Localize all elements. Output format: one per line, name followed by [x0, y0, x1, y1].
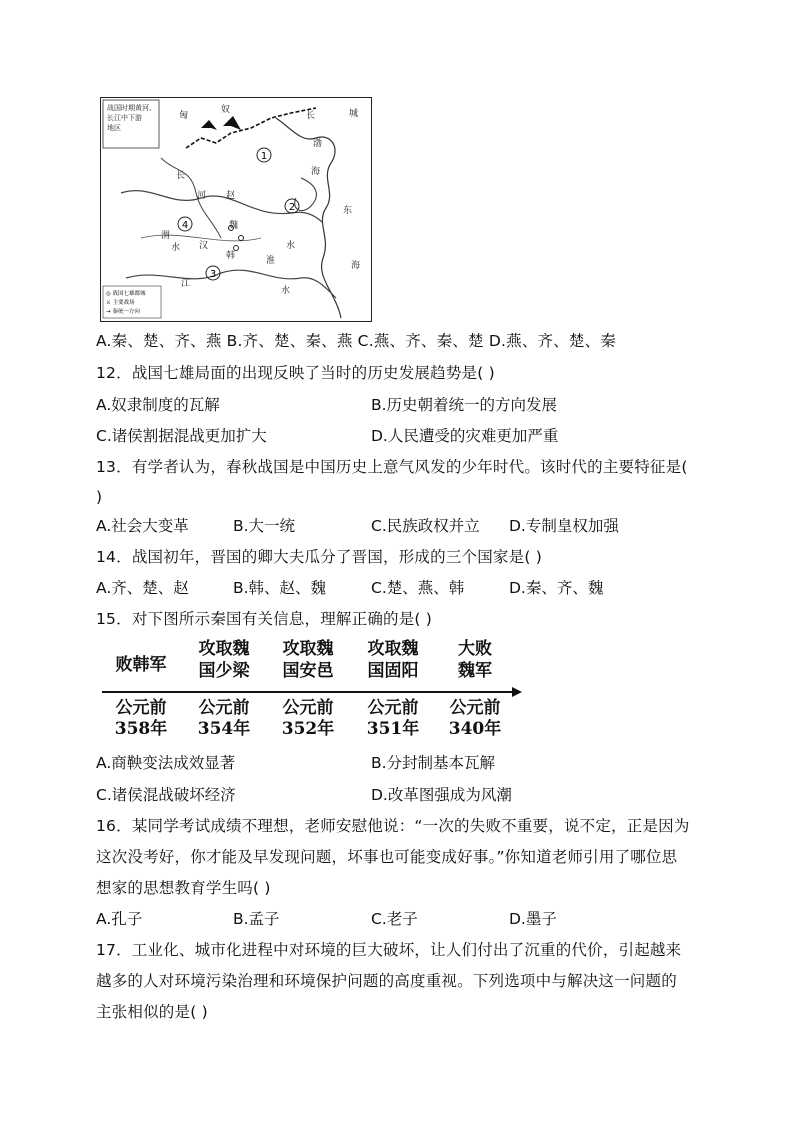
q16-option-b: B.孟子 [233, 910, 280, 928]
q13-option-a: A.社会大变革 [96, 517, 189, 535]
timeline-event-3b: 国安邑 [282, 661, 334, 681]
timeline-date-5a: 公元前 [449, 698, 501, 718]
map-label-he: 河 [197, 191, 207, 201]
q12-option-c: C.诸侯割据混战更加扩大 [96, 427, 267, 445]
q14-option-d: D.秦、齐、魏 [509, 579, 604, 597]
map-label-chang2: 长 [176, 171, 186, 181]
q14-option-a: A.齐、楚、赵 [96, 579, 189, 597]
timeline-event-5b: 魏军 [458, 661, 492, 681]
q16-stem-line2: 这次没考好，你才能及早发现问题，坏事也可能变成好事。”你知道老师引用了哪位思 [96, 848, 678, 866]
map-label-shui2: 水 [286, 241, 296, 251]
map-key-3: → 秦统一方向 [106, 309, 140, 315]
timeline-event-2b: 国少梁 [198, 661, 250, 681]
warring-states-map [100, 97, 372, 322]
q12-stem: 12．战国七雄局面的出现反映了当时的历史发展趋势是( ) [96, 364, 495, 382]
q15-option-b: B.分封制基本瓦解 [371, 754, 496, 772]
timeline-date-2a: 公元前 [198, 698, 250, 718]
q14-option-b: B.韩、赵、魏 [233, 579, 327, 597]
q13-stem-line1: 13．有学者认为，春秋战国是中国历史上意气风发的少年时代。该时代的主要特征是( [96, 458, 688, 476]
map-label-dong: 东 [343, 206, 353, 216]
map-number-1: 1 [260, 151, 268, 162]
map-drawing [101, 98, 371, 321]
timeline-date-4a: 公元前 [367, 698, 419, 718]
q13-stem-line2: ) [96, 488, 103, 506]
q17-stem-line3: 主张相似的是( ) [96, 1003, 208, 1021]
q15-stem: 15．对下图所示秦国有关信息，理解正确的是( ) [96, 610, 433, 628]
map-label-hai2: 海 [351, 261, 361, 271]
q16-option-c: C.老子 [371, 910, 418, 928]
q15-option-a: A.商鞅变法成效显著 [96, 754, 236, 772]
map-label-jiang: 江 [181, 279, 191, 289]
map-label-zhao: 赵 [226, 191, 236, 201]
q17-stem-line2: 越多的人对环境污染治理和环境保护问题的高度重视。下列选项中与解决这一问题的 [96, 972, 677, 990]
map-label-wei-river: 渭 [161, 231, 171, 241]
q16-option-d: D.墨子 [509, 910, 557, 928]
q12-option-d: D.人民遭受的灾难更加严重 [371, 427, 559, 445]
map-key-2: ⚔ 主要战场 [106, 300, 135, 306]
map-label-chang: 长 [306, 111, 316, 121]
map-number-2: 2 [288, 202, 296, 213]
map-legend-title-2: 长江中下游 [107, 114, 142, 122]
map-key-1: ◎ 战国七雄都城 [106, 291, 146, 297]
timeline-date-3a: 公元前 [282, 698, 334, 718]
map-label-wei: 魏 [229, 221, 239, 231]
timeline-date-1a: 公元前 [115, 698, 167, 718]
map-label-bo: 渤 [313, 139, 323, 149]
timeline-date-4b: 351年 [366, 719, 420, 739]
q16-option-a: A.孔子 [96, 910, 143, 928]
map-label-han: 韩 [226, 251, 236, 261]
q15-timeline [100, 637, 530, 747]
q14-option-c: C.楚、燕、韩 [371, 579, 465, 597]
map-label-xiong: 匈 [179, 111, 189, 121]
map-number-3: 3 [209, 269, 217, 280]
timeline-event-1: 败韩军 [115, 655, 167, 675]
map-label-huai: 淮 [266, 256, 276, 266]
q15-option-d: D.改革图强成为风潮 [371, 786, 512, 804]
map-legend-title-3: 地区 [107, 124, 121, 132]
q13-option-b: B.大一统 [233, 517, 296, 535]
timeline-event-5a: 大败 [458, 639, 492, 659]
q14-stem: 14．战国初年，晋国的卿大夫瓜分了晋国，形成的三个国家是( ) [96, 548, 542, 566]
q15-option-c: C.诸侯混战破坏经济 [96, 786, 236, 804]
q12-option-a: A.奴隶制度的瓦解 [96, 396, 220, 414]
timeline-date-1b: 358年 [114, 719, 168, 739]
map-label-nu: 奴 [221, 105, 231, 115]
map-label-hai: 海 [311, 167, 321, 177]
map-label-shui: 水 [171, 243, 181, 253]
q13-option-d: D.专制皇权加强 [509, 517, 619, 535]
map-legend-title-1: 战国时期黄河、 [107, 104, 156, 112]
timeline-date-3b: 352年 [281, 719, 335, 739]
timeline-date-2b: 354年 [197, 719, 251, 739]
q16-stem-line3: 想家的思想教育学生吗( ) [96, 879, 271, 897]
map-label-han-river: 汉 [199, 241, 209, 251]
q13-option-c: C.民族政权并立 [371, 517, 480, 535]
timeline-date-5b: 340年 [448, 719, 502, 739]
timeline-event-3a: 攻取魏 [282, 639, 334, 659]
timeline-event-4b: 国固阳 [367, 661, 419, 681]
map-number-4: 4 [181, 220, 189, 231]
timeline-event-4a: 攻取魏 [367, 639, 419, 659]
map-label-shui3: 水 [281, 286, 291, 296]
timeline-event-2a: 攻取魏 [198, 639, 250, 659]
q12-option-b: B.历史朝着统一的方向发展 [371, 396, 558, 414]
q16-stem-line1: 16．某同学考试成绩不理想，老师安慰他说：“一次的失败不重要，说不定，正是因为 [96, 817, 690, 835]
q11-options: A.秦、楚、齐、燕 B.齐、楚、秦、燕 C.燕、齐、秦、楚 D.燕、齐、楚、秦 [96, 332, 617, 350]
q17-stem-line1: 17．工业化、城市化进程中对环境的巨大破坏，让人们付出了沉重的代价，引起越来 [96, 941, 682, 959]
map-label-cheng: 城 [349, 109, 359, 119]
